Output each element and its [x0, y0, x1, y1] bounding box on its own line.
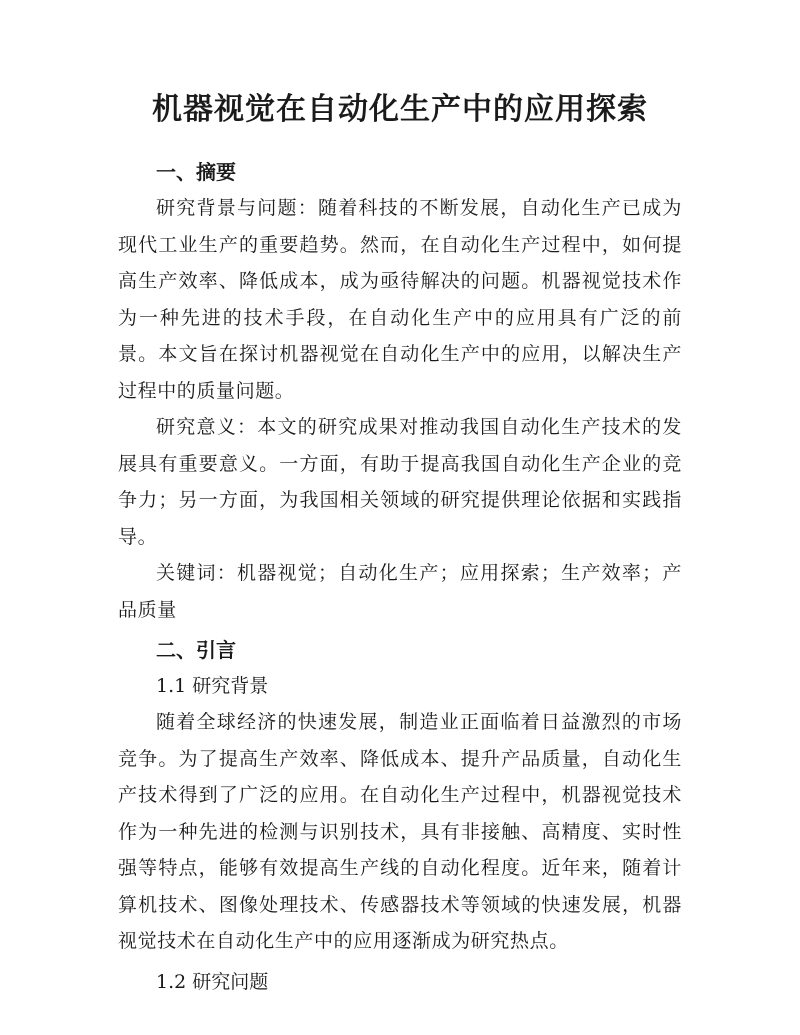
abstract-paragraph-background: 研究背景与问题：随着科技的不断发展，自动化生产已成为现代工业生产的重要趋势。然而，在自动化生产过程中，如何提高生产效率、降低成本，成为亟待解决的问题。机器视觉技术作为一种先进的技术手段，在自动化生产中的应用具有广泛的前景。本文旨在探讨机器视觉在自动化生产中的应用，以解决生产过程中的质量问题。 [118, 197, 682, 402]
subsection-1-1-heading: 1.1 研究背景 [156, 675, 269, 697]
subsection-1-2-heading: 1.2 研究问题 [156, 970, 269, 993]
introduction-heading: 二、引言 [156, 638, 236, 662]
abstract-paragraph-significance: 研究意义：本文的研究成果对推动我国自动化生产技术的发展具有重要意义。一方面，有助于提高我国自动化生产企业的竞争力；另一方面，为我国相关领域的研究提供理论依据和实践指导。 [118, 416, 682, 548]
document-title: 机器视觉在自动化生产中的应用探索 [152, 92, 648, 127]
abstract-heading: 一、摘要 [156, 160, 236, 184]
introduction-paragraph: 随着全球经济的快速发展，制造业正面临着日益激烈的市场竞争。为了提高生产效率、降低成本、提升产品质量，自动化生产技术得到了广泛的应用。在自动化生产过程中，机器视觉技术作为一种先进的检测与识别技术，具有非接触、高精度、实时性强等特点，能够有效提高生产线的自动化程度。近年来，随着计算机技术、图像处理技术、传感器技术等领域的快速发展，机器视觉技术在自动化生产中的应用逐渐成为研究热点。 [118, 711, 682, 952]
keywords-line: 关键词：机器视觉；自动化生产；应用探索；生产效率；产品质量 [118, 562, 682, 621]
